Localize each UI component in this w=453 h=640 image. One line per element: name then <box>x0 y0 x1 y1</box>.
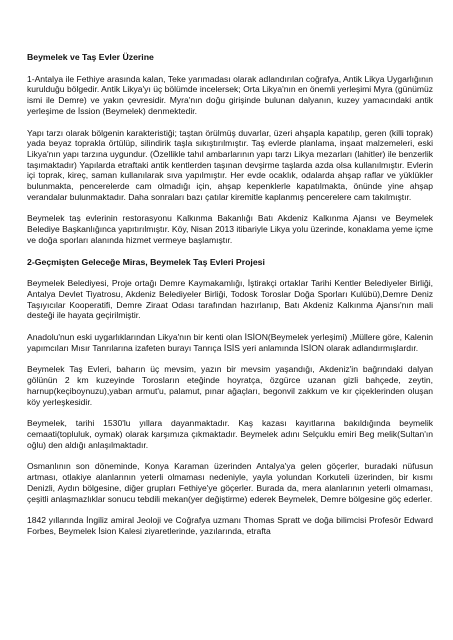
paragraph-project-partners: Beymelek Belediyesi, Proje ortağı Demre Kaymakamlığı, İştirakçi ortaklar Tarihi Kentler Belediyeler Birliği, Antalya Devlet Tiyatrosu, Akdeniz Belediyeler Birliği, Todosk Toroslar Doğa Sporları Kulübü),Demre Deniz Taşıyıcılar Kooperatifi, Demre Ziraat Odası tarafından hazırlanıp, Batı Akdeniz Kalkınma Ajansı'nın mali desteği ile hayata geçirilmiştir. <box>27 278 433 321</box>
paragraph-ottoman-migration: Osmanlının son döneminde, Konya Karaman üzerinden Antalya'ya gelen göçerler, buradaki nüfusun artması, otlakiye alanlarının yeterli olmaması nedeniyle, yayla yolundan Korkuteli üzerinden, bir kısmı Denizli, Aydın bölgesine, diğer grupları Fethiye'ye göçerler. Burada da, mera alanlarının yeterli olmaması, çeşitli anlaşmazlıklar sonucu tebdili mekan(yer değiştirme) ederek Beymelek, Demre bölgesine göç ederler. <box>27 461 433 504</box>
section-subtitle: 2-Geçmişten Geleceğe Miras, Beymelek Taş Evleri Projesi <box>27 256 265 267</box>
paragraph-ision: Anadolu'nun eski uygarlıklarından Likya'nın bir kenti olan İSİON(Beymelek yerleşimi) ,Müllere göre, Kalenin yapımcıları Mısır Tanrılarına izafeten burayı Tanrıça İSİS yeri anlamında İSİON olarak adlandırmışlardır. <box>27 332 433 353</box>
paragraph-intro: 1-Antalya ile Fethiye arasında kalan, Teke yarımadası olarak adlandırılan coğrafya, Antik Likya Uygarlığının kurulduğu bölgedir. Antik Likya'yı üç bölümde incelersek; Orta Likya'nın en önemli yerleşimi Myra (günümüz ismi ile Demre) ve yakın çevresidir. Myra'nın doğu girişinde bulunan dalyanın, kuzey yamacındaki antik yerleşime de İssion (Beymelek) denmektedir. <box>27 73 433 116</box>
paragraph-stone-houses: Beymelek Taş Evleri, baharın üç mevsim, yazın bir mevsim yaşandığı, Akdeniz'in bağrındaki dalyan gölünün 2 km kuzeyinde Torosların eteğinde hoyratça, özgürce uzanan gizli bahçede, zeytin, harnup(keçiboynuzu),yaban armut'u, palamut, pınar ağaçları, begonvil zakkum ve kır çiçeklerinden oluşan köy yerleşkesidir. <box>27 364 433 407</box>
paragraph-history: Beymelek, tarihi 1530'lu yıllara dayanmaktadır. Kaş kazası kayıtlarına bakıldığında beymelik cemaati(topluluk, oymak) olarak karşımıza çıkmaktadır. Beymelek adını Selçuklu emiri Beg melik(Sultan'ın oğlu) den aldığı anlaşılmaktadır. <box>27 418 433 450</box>
document-title: Beymelek ve Taş Evler Üzerine <box>27 52 154 62</box>
paragraph-restoration: Beymelek taş evlerinin restorasyonu Kalkınma Bakanlığı Batı Akdeniz Kalkınma Ajansı ve Beymelek Belediye Başkanlığınca yapıtırılmıştır. Köy, Nisan 2013 itibariyle Likya yolu üzerinde, konaklama yeme içme ve doğa sporları alanında hizmet vermeye başlamıştır. <box>27 213 434 245</box>
paragraph-architecture: Yapı tarzı olarak bölgenin karakteristiği; taştan örülmüş duvarlar, üzeri ahşapla kapatılıp, geren (killi toprak) yada beyaz toprakla örtülüp, silindirik taşla sıkıştırılmıştır. Taş evlerde planlama, inşaat malzemeleri, eski Likya'nın yapı tarzına uygundur. (Özellikle tahıl ambarlarının yapı tarzı Likya mezarları (lahitler) ile benzerlik taşımaktadır) Yapılarda etraftaki antik kentlerden taşınan devşirme taşlarda azda olsa kullanılmıştır. Evlerin içi toprak, kireç, saman kullanılarak sıva yapılmıştır. Her evde ocaklık, odalarda ahşap raflar ve yüklükler bulunmakta, pencerelerde cam olmadığı için, ahşap kepenklerle kapatılmakta, önünde yine ahşap verandalar bulunmaktadır. Daha sonraları bazı çatılar kiremitle kaplanmış pencerelere cam takılmıştır. <box>27 127 433 202</box>
document-page <box>27 52 433 548</box>
paragraph-spratt-forbes: 1842 yıllarında İngiliz amiral Jeoloji ve Coğrafya uzmanı Thomas Spratt ve doğa bilimcisi Profesör Edward Forbes, Beymelek İsion Kalesi ziyaretlerinde, yazılarında, etrafta <box>27 515 433 536</box>
